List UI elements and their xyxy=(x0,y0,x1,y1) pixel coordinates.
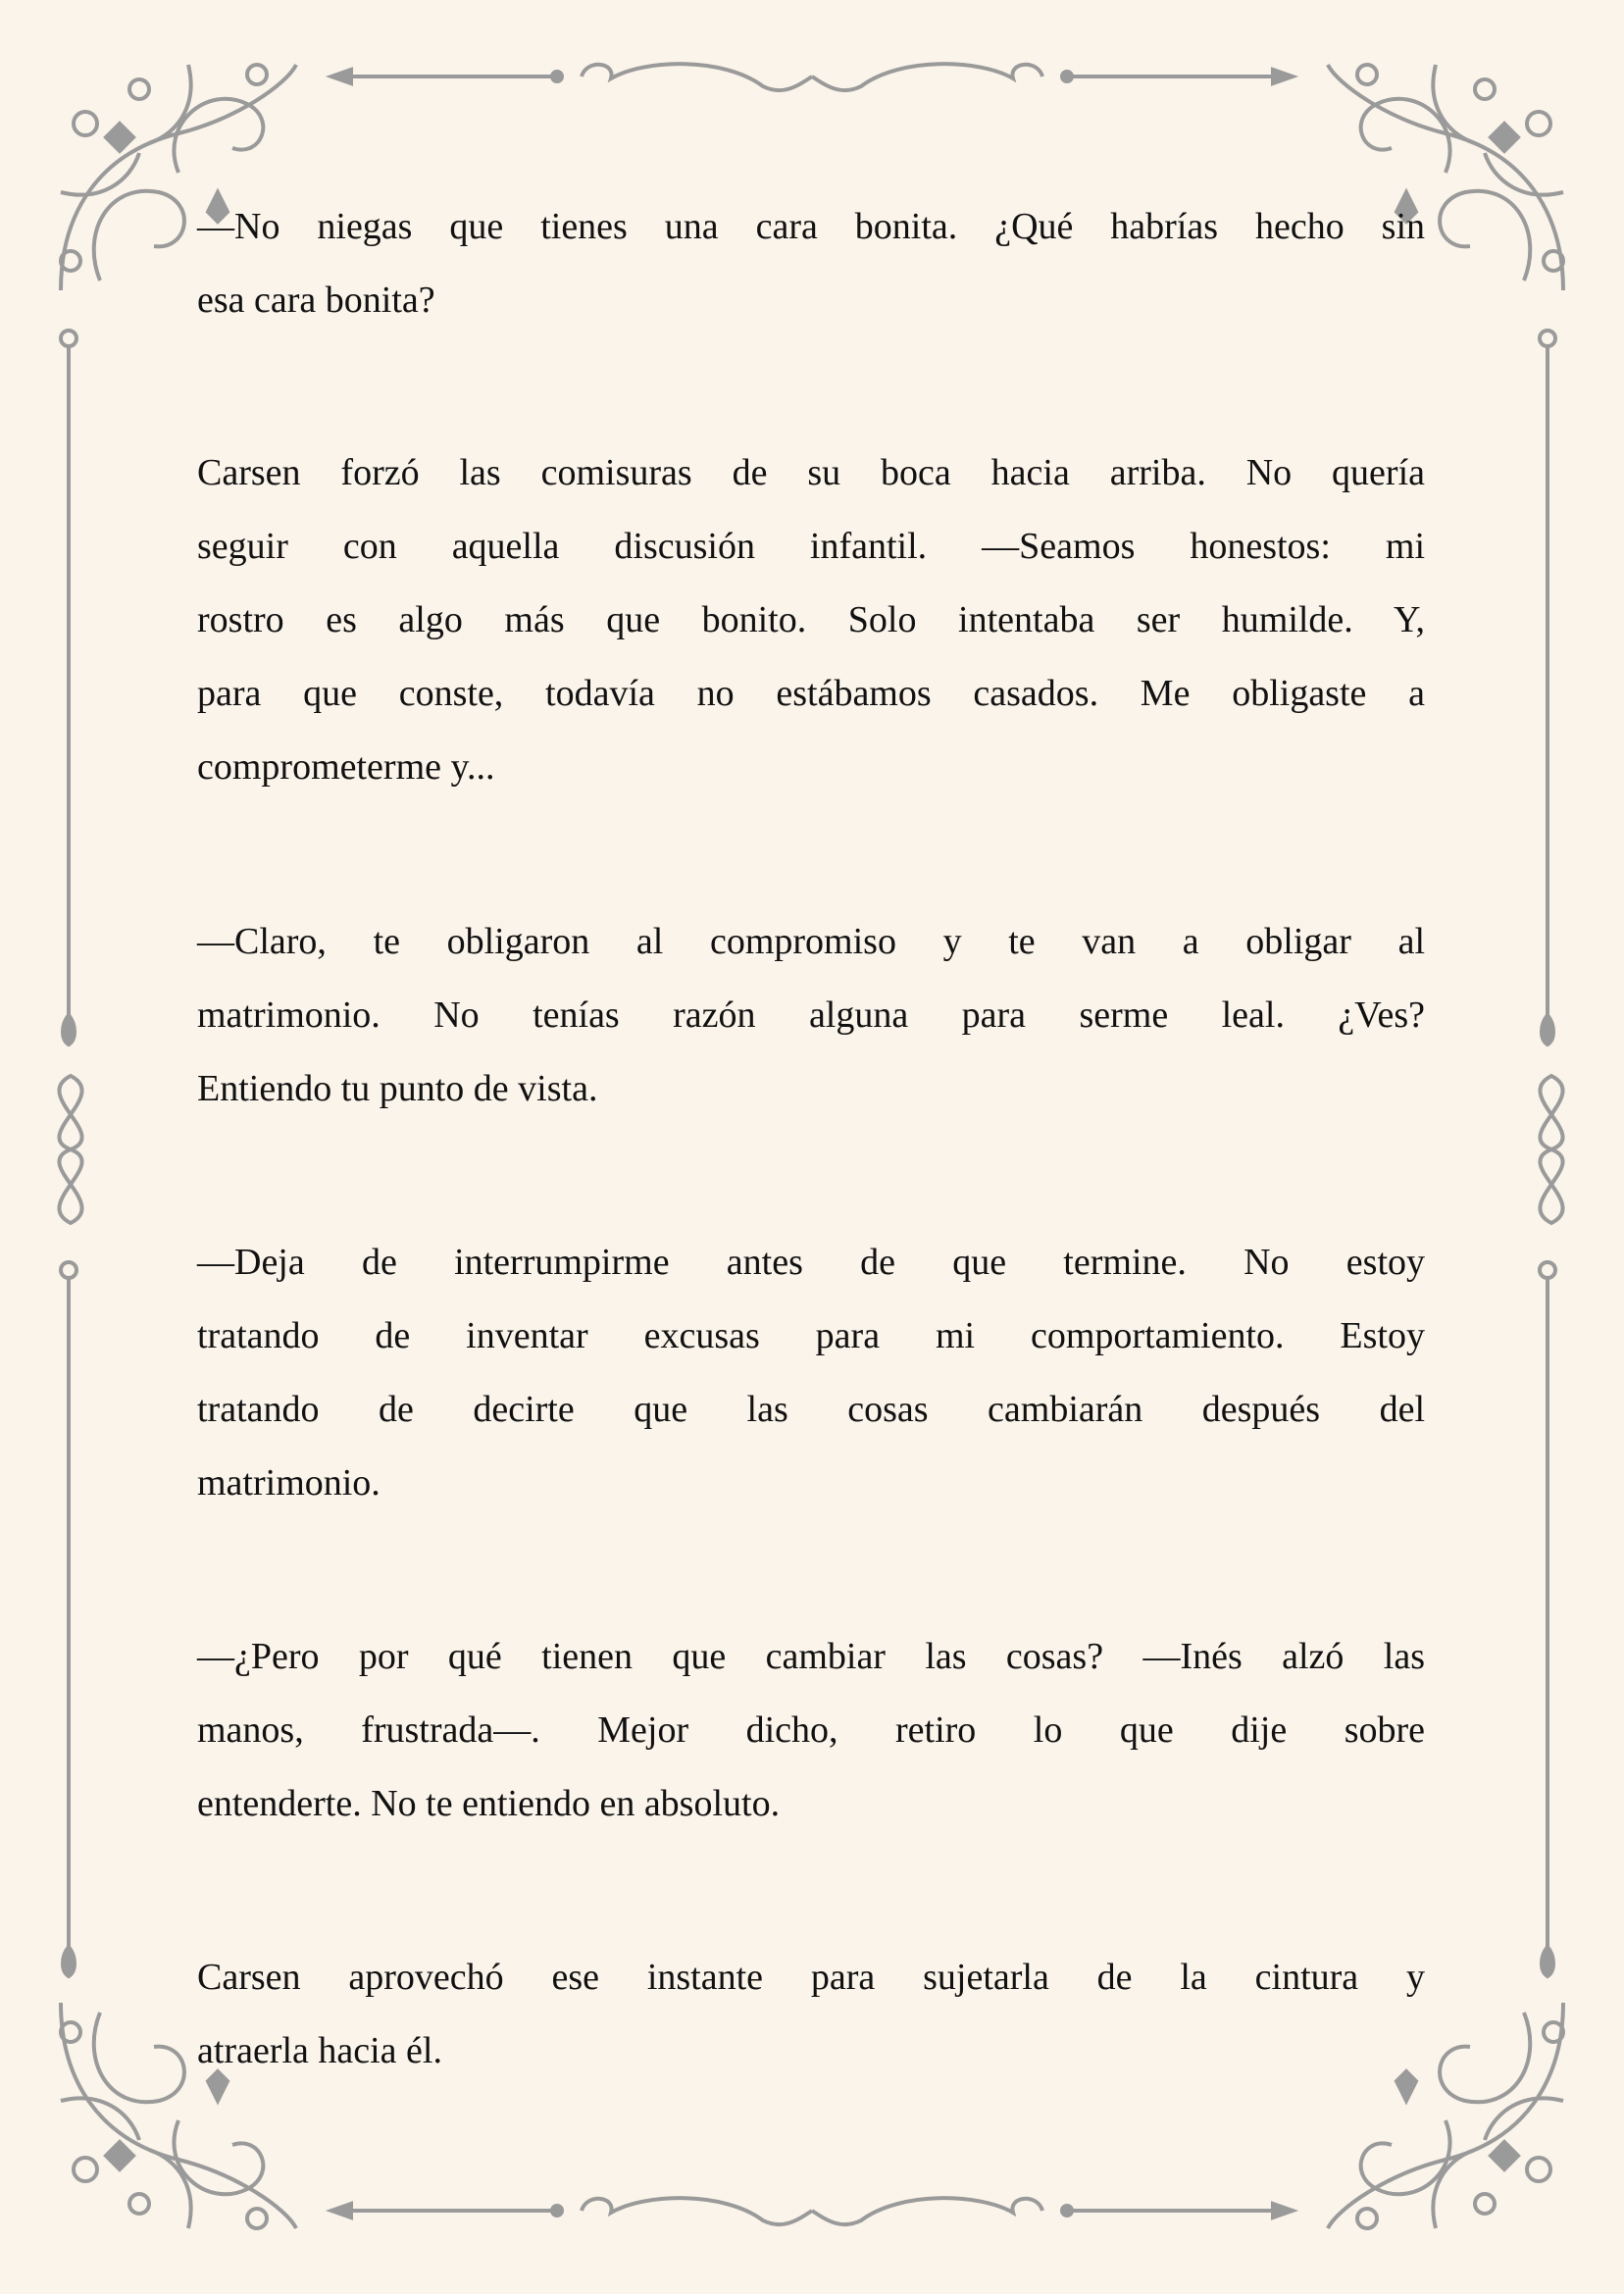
scroll-divider-icon xyxy=(331,64,1293,90)
paragraph-5 xyxy=(197,1620,1425,1841)
text-line: manos, frustrada—. Mejor dicho, retiro lo que dije sobre xyxy=(197,1709,1425,1751)
text-line: tratando de inventar excusas para mi comportamiento. Estoy xyxy=(197,1315,1425,1356)
text-line: seguir con aquella discusión infantil. —Seamos honestos: mi xyxy=(197,526,1425,567)
text-line: para que conste, todavía no estábamos casados. Me obligaste a xyxy=(197,673,1425,714)
paragraph-2 xyxy=(197,436,1425,804)
text-line: matrimonio. No tenías razón alguna para serme leal. ¿Ves? xyxy=(197,994,1425,1036)
paragraph-4 xyxy=(197,1226,1425,1520)
text-line: entenderte. No te entiendo en absoluto. xyxy=(197,1783,781,1824)
text-line: —Deja de interrumpirme antes de que termine. No estoy xyxy=(197,1242,1425,1283)
paragraph-1 xyxy=(197,190,1425,337)
text-line: —¿Pero por qué tienen que cambiar las cosas? —Inés alzó las xyxy=(197,1636,1425,1677)
text-line: tratando de decirte que las cosas cambiarán después del xyxy=(197,1389,1425,1430)
text-line: Carsen aprovechó ese instante para sujetarla de la cintura y xyxy=(197,1957,1425,1998)
text-line: comprometerme y... xyxy=(197,746,495,788)
text-line: rostro es algo más que bonito. Solo intentaba ser humilde. Y, xyxy=(197,599,1425,640)
side-rule-icon xyxy=(61,1262,76,1976)
text-line: Carsen forzó las comisuras de su boca hacia arriba. No quería xyxy=(197,452,1425,493)
text-line: —Claro, te obligaron al compromiso y te van a obligar al xyxy=(197,921,1425,962)
text-line: esa cara bonita? xyxy=(197,280,435,321)
text-line: matrimonio. xyxy=(197,1462,381,1504)
paragraph-3 xyxy=(197,905,1425,1126)
infinity-knot-icon xyxy=(1540,1076,1562,1223)
infinity-knot-icon xyxy=(59,1076,81,1223)
paragraph-6 xyxy=(197,1941,1425,2088)
text-line: atraerla hacia él. xyxy=(197,2030,442,2071)
scroll-divider-icon xyxy=(331,2198,1293,2224)
side-rule-icon xyxy=(1540,331,1555,1045)
side-rule-icon xyxy=(1540,1262,1555,1976)
text-line: —No niegas que tienes una cara bonita. ¿Qué habrías hecho sin xyxy=(197,206,1425,247)
text-line: Entiendo tu punto de vista. xyxy=(197,1068,598,1109)
side-rule-icon xyxy=(61,331,76,1045)
